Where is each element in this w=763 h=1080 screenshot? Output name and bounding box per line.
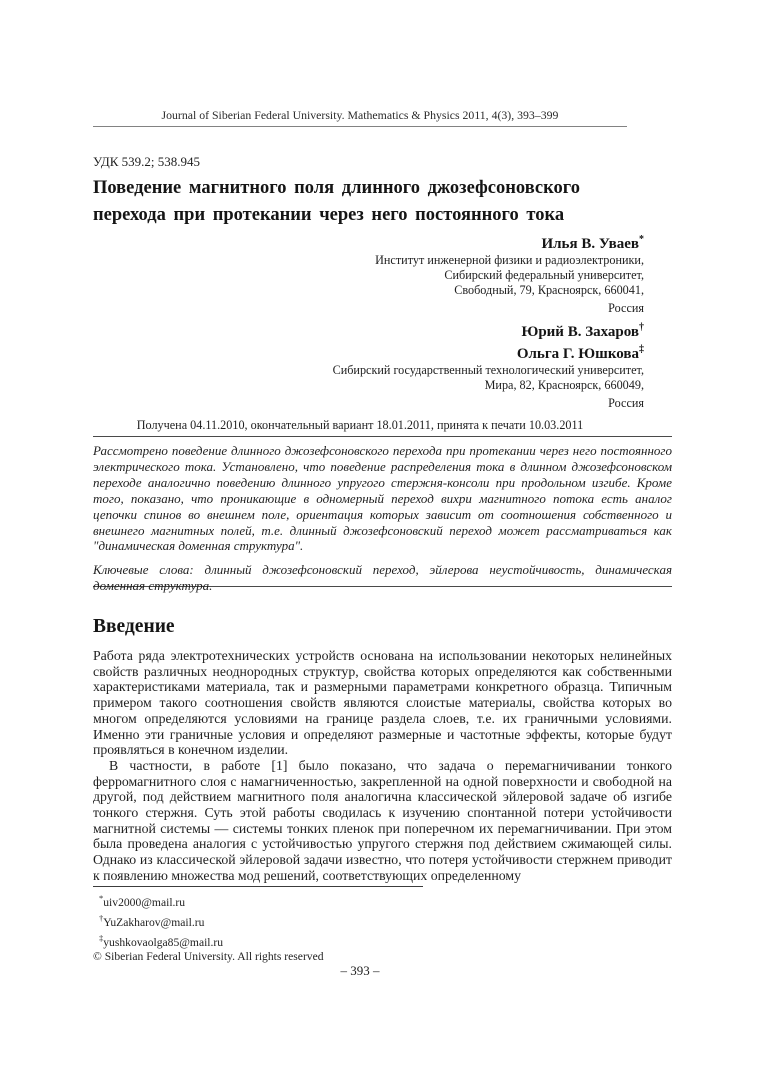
- section-heading-introduction: Введение: [93, 616, 175, 637]
- footnote-email-text: uiv2000@mail.ru: [103, 896, 186, 910]
- article-title-line1: Поведение магнитного поля длинного джозефсоновского: [93, 178, 581, 198]
- affiliation-line: Свободный, 79, Красноярск, 660041,: [454, 283, 644, 297]
- footnote-email-3: [93, 931, 672, 951]
- affiliation-line: Сибирский федеральный университет,: [444, 268, 644, 282]
- author-block: [93, 231, 644, 414]
- footnote-email-text: yushkovaolga85@mail.ru: [103, 935, 224, 949]
- author-name-uvaev: [93, 231, 644, 253]
- author-name-text: Ольга Г. Юшкова: [516, 346, 639, 362]
- author-footnote-marker: †: [639, 322, 644, 333]
- introduction-body: [93, 648, 672, 884]
- affiliation-line: Институт инженерной физики и радиоэлектроники,: [375, 253, 644, 267]
- article-title-line2: перехода при протекании через него постоянного тока: [93, 205, 565, 225]
- received-dates-line: Получена 04.11.2010, окончательный вариант 18.01.2011, принята к печати 10.03.2011: [136, 418, 584, 432]
- abstract-section: [93, 436, 672, 594]
- footnote-marker: ‡: [99, 932, 104, 943]
- affiliation-line: Сибирский государственный технологический университет,: [332, 363, 644, 377]
- footnote-rule: [93, 886, 423, 887]
- author-name-text: Илья В. Уваев: [541, 236, 639, 252]
- abstract-text: Рассмотрено поведение длинного джозефсоновского перехода при протекании через него постоянного электрического тока. Установлено, что поведение распределения тока в длинном джозефсоновском переходе аналогично поведению длинного упругого стержня-консоли при продольном изгибе. Кроме того, показано, что проникающие в одномерный переход вихри магнитного потока есть аналог цепочки спинов во внешнем поле, ориентация которых зависит от соотношения собственного и внешнего магнитных полей, т.е. длинный джозефсоновский переход может рассматриваться как "динамическая доменная структура".: [93, 443, 672, 554]
- affiliation-line: Мира, 82, Красноярск, 660049,: [484, 378, 644, 392]
- affiliation-country: Россия: [608, 396, 644, 410]
- running-head-text: Journal of Siberian Federal University. Mathematics & Physics 2011, 4(3), 393–399: [161, 108, 559, 122]
- introduction-paragraph-1: Работа ряда электротехнических устройств основана на использовании некоторых нелинейных свойств различных неоднородных структур, свойства которых определяются как собственными характеристиками материала, так и размерными параметрами конкретного образца. Типичным примером такого соотношения свойств являются слоистые материалы, свойства которых во многом определяются условиями на границе раздела слоев, т.е. их граничными условиями. Именно эти граничные условия и определяют размерные и частотные эффекты, которые будут проявляться в конечном изделии.: [93, 648, 672, 758]
- footnote-marker: *: [99, 893, 104, 904]
- footnote-marker: †: [99, 912, 104, 923]
- author-footnote-marker: *: [639, 234, 644, 245]
- journal-running-head: [93, 108, 627, 127]
- footnote-email-text: YuZakharov@mail.ru: [103, 915, 205, 929]
- page-number: – 393 –: [340, 963, 380, 978]
- introduction-paragraph-2: В частности, в работе [1] было показано, что задача о перемагничивании тонкого ферромагнитного слоя с намагниченностью, закрепленной на одной поверхности и свободной на другой, под действием магнитного поля аналогична классической эйлеровой задаче об изгибе тонкого стержня. Суть этой работы сводилась к изучению спонтанной потери устойчивости магнитной системы — системы тонких пленок при поперечном их перемагничивании. При этом была проведена аналогия с устойчивостью упругого стержня под действием сжимающей силы. Однако из классической эйлеровой задачи известно, что потеря устойчивости стержнем приводит к появлению множества мод решений, соответствующих определенному: [93, 757, 672, 883]
- affiliation-country: Россия: [608, 301, 644, 315]
- footnote-email-2: [93, 911, 672, 931]
- author-name-text: Юрий В. Захаров: [521, 324, 639, 340]
- author-footnote-marker: ‡: [639, 344, 644, 355]
- udc-code: УДК 539.2; 538.945: [93, 154, 201, 169]
- footnote-area: [93, 886, 672, 965]
- author-name-zakharov: [93, 319, 644, 341]
- keywords-text: Ключевые слова: длинный джозефсоновский переход, эйлерова неустойчивость, динамическая доменная структура.: [93, 562, 672, 594]
- copyright-line: © Siberian Federal University. All rights reserved: [93, 950, 324, 964]
- article-title: [93, 175, 673, 229]
- footnote-email-1: [93, 891, 672, 911]
- author-name-yushkova: [93, 341, 644, 363]
